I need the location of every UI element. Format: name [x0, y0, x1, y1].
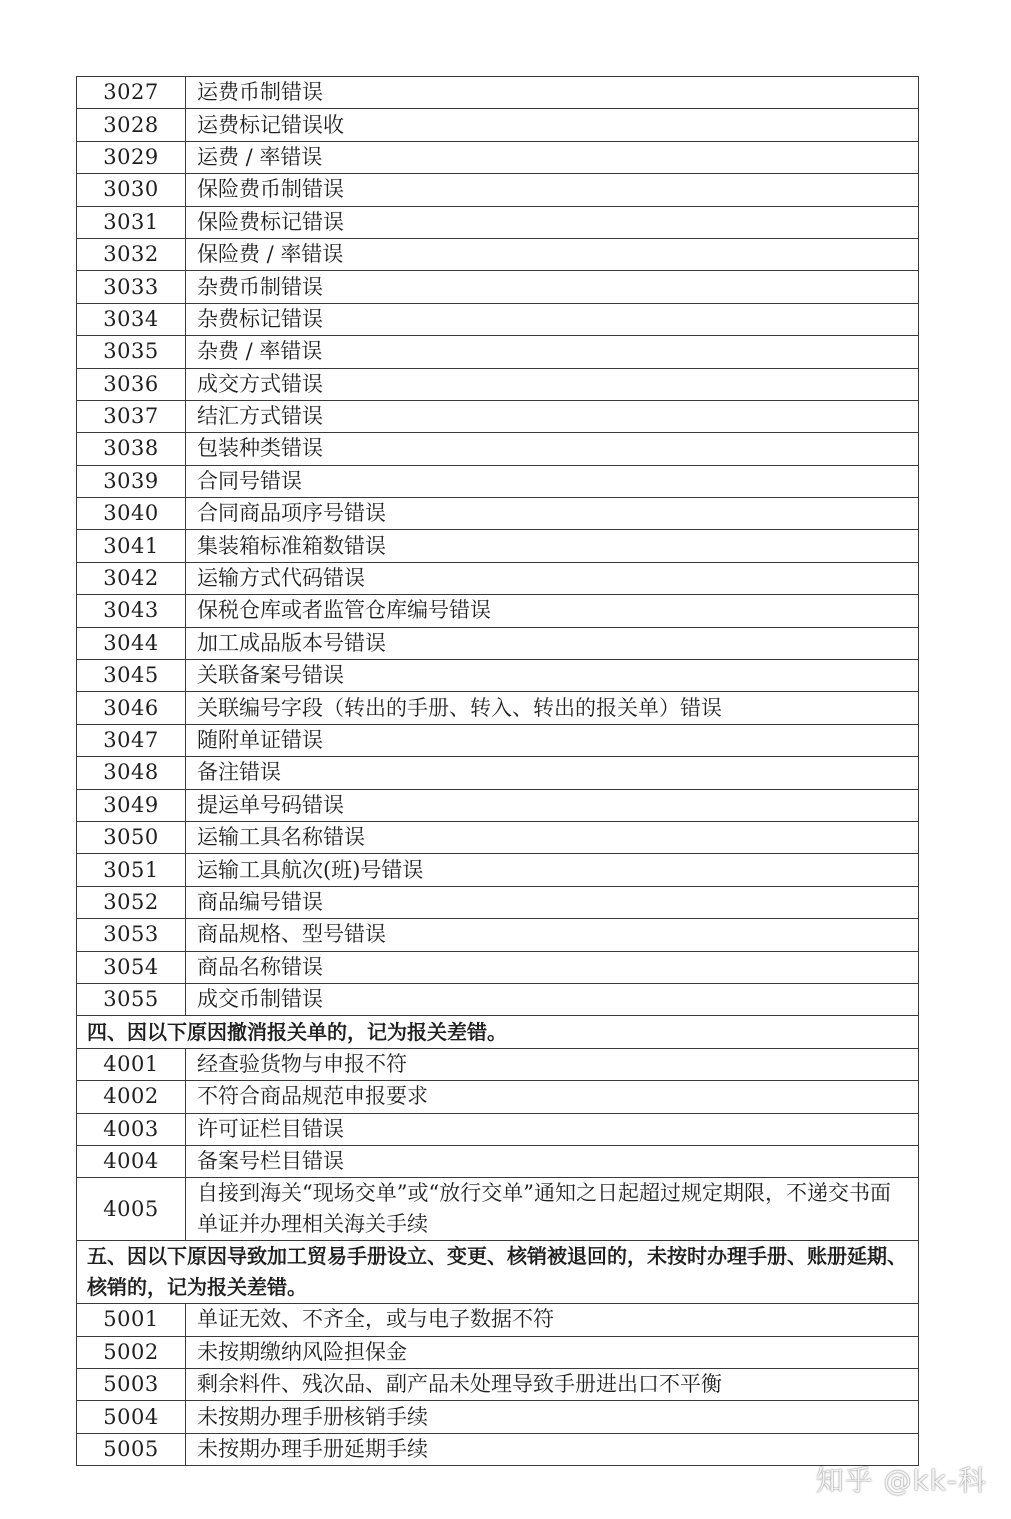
error-code-cell: 3039: [77, 465, 186, 497]
error-code-cell: 4004: [77, 1145, 186, 1177]
table-row: [77, 1369, 919, 1401]
error-code-cell: 3043: [77, 595, 186, 627]
error-code-cell: 3028: [77, 109, 186, 141]
error-code-cell: 3053: [77, 919, 186, 951]
error-description-cell: 自接到海关“现场交单”或“放行交单”通知之日起超过规定期限，不递交书面单证并办理相关海关手续: [186, 1178, 919, 1241]
watermark: 知乎 @kk-科: [815, 1464, 987, 1497]
error-description-cell: 商品编号错误: [186, 886, 919, 918]
table-row: [77, 757, 919, 789]
error-code-cell: 5004: [77, 1401, 186, 1433]
table-row: [77, 1048, 919, 1080]
table-row: [77, 951, 919, 983]
error-description-cell: 经查验货物与申报不符: [186, 1048, 919, 1080]
table-row: [77, 660, 919, 692]
error-description-cell: 加工成品版本号错误: [186, 627, 919, 659]
table-row: [77, 692, 919, 724]
error-code-cell: 3041: [77, 530, 186, 562]
error-code-cell: 3055: [77, 983, 186, 1015]
error-code-cell: 3029: [77, 141, 186, 173]
table-row: [77, 1336, 919, 1368]
error-code-cell: 4005: [77, 1178, 186, 1241]
table-row: [77, 854, 919, 886]
table-row: [77, 789, 919, 821]
error-description-cell: 杂费 / 率错误: [186, 336, 919, 368]
error-description-cell: 未按期缴纳风险担保金: [186, 1336, 919, 1368]
table-row: [77, 400, 919, 432]
error-description-cell: 关联编号字段（转出的手册、转入、转出的报关单）错误: [186, 692, 919, 724]
error-description-cell: 运输工具名称错误: [186, 821, 919, 853]
table-row: [77, 1433, 919, 1465]
error-description-cell: 许可证栏目错误: [186, 1113, 919, 1145]
table-row: [77, 1145, 919, 1177]
error-code-table: [76, 76, 919, 1466]
table-row: [77, 821, 919, 853]
error-description-cell: 备注错误: [186, 757, 919, 789]
table-row: [77, 141, 919, 173]
table-row: [77, 206, 919, 238]
error-code-cell: 3046: [77, 692, 186, 724]
error-code-cell: 3051: [77, 854, 186, 886]
section-heading-row: [77, 1016, 919, 1048]
error-description-cell: 商品名称错误: [186, 951, 919, 983]
error-description-cell: 运费币制错误: [186, 77, 919, 109]
table-row: [77, 724, 919, 756]
table-row: [77, 595, 919, 627]
error-code-cell: 5003: [77, 1369, 186, 1401]
table-row: [77, 433, 919, 465]
error-description-cell: 包装种类错误: [186, 433, 919, 465]
error-code-cell: 3036: [77, 368, 186, 400]
error-description-cell: 保险费币制错误: [186, 174, 919, 206]
table-row: [77, 1178, 919, 1241]
error-code-cell: 4003: [77, 1113, 186, 1145]
error-description-cell: 随附单证错误: [186, 724, 919, 756]
error-description-cell: 保险费标记错误: [186, 206, 919, 238]
error-description-cell: 运费 / 率错误: [186, 141, 919, 173]
error-code-cell: 3049: [77, 789, 186, 821]
error-code-cell: 3042: [77, 562, 186, 594]
error-description-cell: 杂费币制错误: [186, 271, 919, 303]
table-row: [77, 465, 919, 497]
section-heading-row: [77, 1241, 919, 1304]
error-description-cell: 不符合商品规范申报要求: [186, 1081, 919, 1113]
table-row: [77, 1401, 919, 1433]
error-code-cell: 3045: [77, 660, 186, 692]
error-code-cell: 3054: [77, 951, 186, 983]
error-code-cell: 3030: [77, 174, 186, 206]
error-description-cell: 单证无效、不齐全，或与电子数据不符: [186, 1304, 919, 1336]
table-row: [77, 627, 919, 659]
error-code-cell: 3050: [77, 821, 186, 853]
table-row: [77, 498, 919, 530]
error-code-cell: 3034: [77, 303, 186, 335]
table-row: [77, 530, 919, 562]
table-row: [77, 1304, 919, 1336]
table-row: [77, 109, 919, 141]
table-row: [77, 919, 919, 951]
error-description-cell: 集装箱标准箱数错误: [186, 530, 919, 562]
error-code-cell: 3044: [77, 627, 186, 659]
table-row: [77, 368, 919, 400]
table-row: [77, 336, 919, 368]
table-row: [77, 562, 919, 594]
error-description-cell: 结汇方式错误: [186, 400, 919, 432]
error-code-cell: 3038: [77, 433, 186, 465]
table-row: [77, 303, 919, 335]
error-description-cell: 运输工具航次(班)号错误: [186, 854, 919, 886]
error-description-cell: 未按期办理手册延期手续: [186, 1433, 919, 1465]
table-row: [77, 77, 919, 109]
table-row: [77, 983, 919, 1015]
table-row: [77, 238, 919, 270]
error-code-cell: 3035: [77, 336, 186, 368]
table-row: [77, 271, 919, 303]
error-description-cell: 成交方式错误: [186, 368, 919, 400]
error-code-cell: 3052: [77, 886, 186, 918]
error-code-cell: 3040: [77, 498, 186, 530]
error-description-cell: 关联备案号错误: [186, 660, 919, 692]
error-code-cell: 5002: [77, 1336, 186, 1368]
error-code-cell: 5001: [77, 1304, 186, 1336]
error-description-cell: 剩余料件、残次品、副产品未处理导致手册进出口不平衡: [186, 1369, 919, 1401]
error-description-cell: 备案号栏目错误: [186, 1145, 919, 1177]
error-description-cell: 商品规格、型号错误: [186, 919, 919, 951]
error-code-cell: 3037: [77, 400, 186, 432]
error-description-cell: 保税仓库或者监管仓库编号错误: [186, 595, 919, 627]
error-code-cell: 3048: [77, 757, 186, 789]
table-row: [77, 1113, 919, 1145]
table-row: [77, 886, 919, 918]
error-code-cell: 3033: [77, 271, 186, 303]
error-code-cell: 5005: [77, 1433, 186, 1465]
error-code-cell: 4001: [77, 1048, 186, 1080]
error-code-cell: 4002: [77, 1081, 186, 1113]
error-description-cell: 提运单号码错误: [186, 789, 919, 821]
error-description-cell: 合同商品项序号错误: [186, 498, 919, 530]
section-heading: 五、因以下原因导致加工贸易手册设立、变更、核销被退回的，未按时办理手册、账册延期、核销的，记为报关差错。: [77, 1241, 919, 1304]
error-description-cell: 合同号错误: [186, 465, 919, 497]
error-code-cell: 3031: [77, 206, 186, 238]
error-description-cell: 保险费 / 率错误: [186, 238, 919, 270]
section-heading: 四、因以下原因撤消报关单的，记为报关差错。: [77, 1016, 919, 1048]
error-code-table-body: [77, 77, 919, 1466]
error-description-cell: 成交币制错误: [186, 983, 919, 1015]
table-row: [77, 174, 919, 206]
error-description-cell: 运输方式代码错误: [186, 562, 919, 594]
error-code-cell: 3032: [77, 238, 186, 270]
error-description-cell: 杂费标记错误: [186, 303, 919, 335]
error-description-cell: 运费标记错误收: [186, 109, 919, 141]
error-code-cell: 3047: [77, 724, 186, 756]
error-code-cell: 3027: [77, 77, 186, 109]
table-row: [77, 1081, 919, 1113]
error-description-cell: 未按期办理手册核销手续: [186, 1401, 919, 1433]
